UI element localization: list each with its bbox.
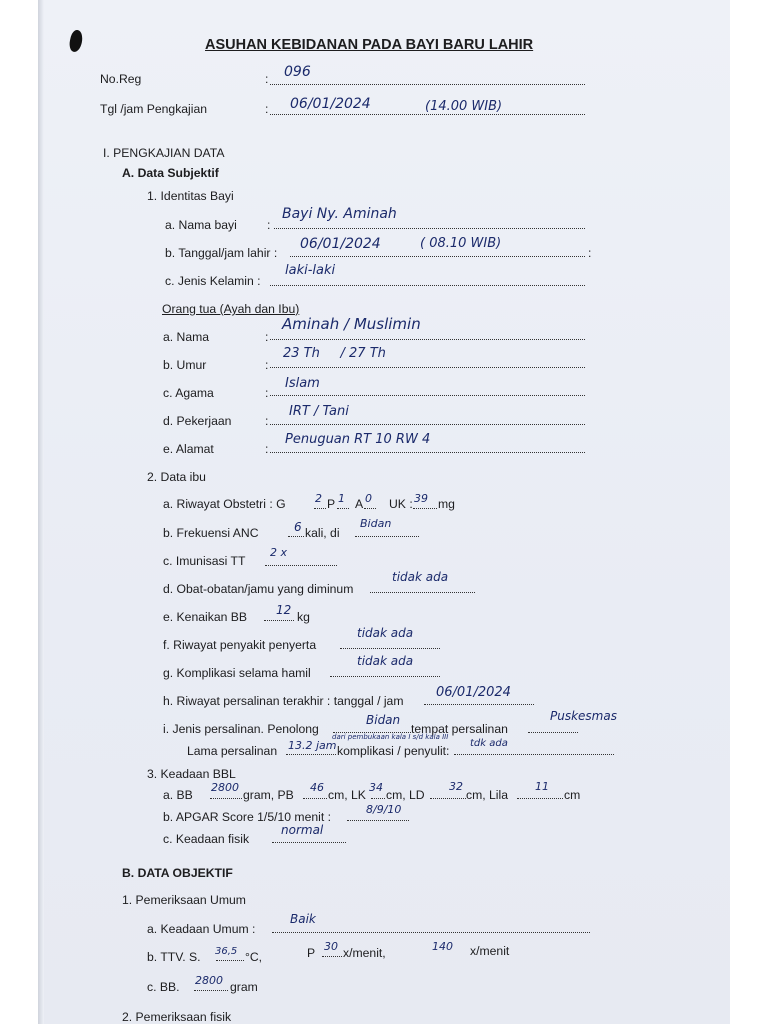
abortus-value: 0 (365, 492, 372, 505)
pemeriksaan-umum-heading: 1. Pemeriksaan Umum (122, 893, 246, 907)
colon: : (265, 386, 269, 400)
dotted-line (270, 367, 585, 368)
komplikasi-label: komplikasi / penyulit: (337, 744, 450, 758)
keadaan-fisik-label: c. Keadaan fisik (163, 832, 250, 846)
riwayat-penyakit-value: tidak ada (357, 626, 414, 640)
keadaan-umum-label: a. Keadaan Umum : (147, 922, 256, 936)
lila-label: cm, Lila (466, 788, 508, 802)
komplikasi-hamil-label: g. Komplikasi selama hamil (163, 666, 311, 680)
dotted-line (371, 798, 385, 799)
tempat-persalinan-value: Puskesmas (550, 709, 617, 723)
keadaan-fisik-value: normal (281, 823, 324, 837)
dotted-line (330, 676, 440, 677)
jenis-kelamin-label: c. Jenis Kelamin : (165, 274, 261, 288)
keadaan-umum-value: Baik (290, 912, 316, 926)
bb-objektif-unit: gram (230, 980, 258, 994)
agama-label: c. Agama (163, 386, 214, 400)
colon: : (265, 358, 269, 372)
dotted-line (272, 842, 346, 843)
dotted-line (517, 798, 563, 799)
jenis-persalinan-label: i. Jenis persalinan. Penolong (163, 722, 319, 736)
noreg-label: No.Reg (100, 72, 142, 86)
apgar-value: 8/9/10 (366, 803, 402, 816)
kenaikan-bb-unit: kg (297, 610, 310, 624)
nama-bayi-label: a. Nama bayi (165, 218, 237, 232)
ttv-nadi-unit: x/menit (470, 944, 510, 958)
colon: : (265, 102, 269, 116)
dotted-line (265, 565, 337, 566)
dotted-line (270, 84, 585, 85)
colon: : (265, 72, 269, 86)
pekerjaan-value: IRT / Tani (289, 404, 349, 419)
nama-bayi-value: Bayi Ny. Aminah (282, 206, 397, 222)
frekuensi-anc-value: 6 (294, 520, 302, 534)
nama-ortu-label: a. Nama (163, 330, 210, 344)
imunisasi-tt-value: 2 x (270, 546, 288, 559)
ttv-suhu-unit: °C, (245, 950, 263, 964)
bb-bbl-value: 2800 (211, 781, 239, 794)
agama-value: Islam (285, 376, 320, 391)
jam-pengkajian-value: (14.00 WIB) (425, 99, 503, 114)
dotted-line (216, 960, 244, 961)
frekuensi-anc-label: b. Frekuensi ANC (163, 526, 259, 540)
gravida-value: 2 (315, 492, 322, 505)
identitas-bayi-heading: 1. Identitas Bayi (147, 189, 234, 203)
komplikasi-hamil-value: tidak ada (357, 654, 414, 668)
kenaikan-bb-label: e. Kenaikan BB (163, 610, 248, 624)
obat-jamu-label: d. Obat-obatan/jamu yang diminum (163, 582, 354, 596)
dotted-line (454, 754, 614, 755)
section-pengkajian-data: I. PENGKAJIAN DATA (103, 146, 225, 160)
document-title: ASUHAN KEBIDANAN PADA BAYI BARU LAHIR (205, 37, 534, 53)
pemeriksaan-fisik-heading: 2. Pemeriksaan fisik (122, 1010, 232, 1024)
ttv-suhu-label: b. TTV. S. (147, 950, 201, 964)
colon: : (265, 414, 269, 428)
dotted-line (314, 508, 326, 509)
page-edge-shadow (38, 0, 44, 1024)
dotted-line (264, 620, 294, 621)
riwayat-penyakit-label: f. Riwayat penyakit penyerta (163, 638, 317, 652)
apgar-label: b. APGAR Score 1/5/10 menit : (163, 810, 331, 824)
tgl-pengkajian-value: 06/01/2024 (290, 96, 371, 112)
tanggal-lahir-label: b. Tanggal/jam lahir : (165, 246, 278, 260)
colon: : (588, 246, 592, 260)
tanggal-lahir-value: 06/01/2024 (300, 236, 381, 252)
para-label: P (327, 497, 336, 511)
kenaikan-bb-value: 12 (276, 603, 292, 617)
dotted-line (303, 798, 327, 799)
colon: : (265, 330, 269, 344)
dotted-line (430, 798, 466, 799)
section-data-subjektif: A. Data Subjektif (122, 166, 219, 180)
lila-value: 11 (535, 780, 549, 793)
riwayat-persalinan-value: 06/01/2024 (436, 685, 511, 700)
dotted-line (424, 704, 534, 705)
lila-unit: cm (564, 788, 581, 802)
bb-objektif-label: c. BB. (147, 980, 180, 994)
keadaan-bbl-heading: 3. Keadaan BBL (147, 767, 236, 781)
lama-persalinan-value: 13.2 jam (288, 739, 337, 752)
dotted-line (322, 956, 342, 957)
nama-ortu-value: Aminah / Muslimin (282, 315, 421, 333)
jenis-kelamin-value: laki-laki (285, 263, 336, 278)
dotted-line (270, 339, 585, 340)
alamat-label: e. Alamat (163, 442, 214, 456)
dotted-line (274, 228, 585, 229)
dotted-line (270, 424, 585, 425)
noreg-value: 096 (284, 64, 311, 80)
dotted-line (337, 508, 349, 509)
ttv-nadi-value: 140 (432, 940, 453, 953)
riwayat-obstetri-label: a. Riwayat Obstetri : G (163, 497, 286, 511)
dotted-line (194, 990, 228, 991)
dotted-line (347, 820, 409, 821)
para-value: 1 (338, 492, 345, 505)
tempat-persalinan-label: tempat persalinan (411, 722, 508, 736)
dotted-line (270, 285, 585, 286)
dotted-line (528, 732, 578, 733)
imunisasi-tt-label: c. Imunisasi TT (163, 554, 246, 568)
dotted-line (370, 592, 475, 593)
umur-value: 23 Th / 27 Th (283, 346, 386, 361)
dotted-line (286, 754, 336, 755)
ttv-pernapasan-label: P (307, 946, 316, 960)
dotted-line (340, 648, 440, 649)
dotted-line (413, 508, 437, 509)
dotted-line (272, 932, 590, 933)
dotted-line (288, 536, 304, 537)
ttv-suhu-value: 36,5 (215, 946, 238, 957)
ld-value: 32 (449, 780, 463, 793)
dotted-line (364, 508, 376, 509)
frekuensi-anc-unit: kali, di (305, 526, 340, 540)
ttv-pernapasan-value: 30 (324, 940, 338, 953)
section-data-objektif: B. DATA OBJEKTIF (122, 866, 233, 880)
uk-value: 39 (414, 492, 428, 505)
orang-tua-heading: Orang tua (Ayah dan Ibu) (162, 302, 300, 316)
dotted-line (270, 452, 585, 453)
riwayat-persalinan-label: h. Riwayat persalinan terakhir : tanggal / jam (163, 694, 404, 708)
ld-label: cm, LD (386, 788, 425, 802)
uk-unit: mg (438, 497, 455, 511)
dotted-line (290, 256, 585, 257)
dotted-line (210, 798, 242, 799)
pekerjaan-label: d. Pekerjaan (163, 414, 232, 428)
lk-label: cm, LK (328, 788, 366, 802)
obat-jamu-value: tidak ada (392, 570, 449, 584)
data-ibu-heading: 2. Data ibu (147, 470, 206, 484)
dotted-line (270, 114, 585, 115)
tempat-anc-value: Bidan (360, 517, 392, 530)
lama-persalinan-label: Lama persalinan (187, 744, 278, 758)
komplikasi-value: tdk ada (470, 738, 508, 749)
umur-label: b. Umur (163, 358, 207, 372)
ttv-pernapasan-unit: x/menit, (343, 946, 386, 960)
alamat-value: Penuguan RT 10 RW 4 (285, 432, 431, 447)
colon: : (267, 218, 271, 232)
jam-lahir-value: ( 08.10 WIB) (420, 236, 502, 251)
lama-persalinan-note: dari pembukaan kala I s/d kala III (332, 733, 449, 741)
bb-bbl-label: a. BB (163, 788, 193, 802)
lk-value: 34 (369, 781, 383, 794)
pb-value: 46 (310, 781, 324, 794)
penolong-value: Bidan (366, 713, 401, 727)
dotted-line (270, 395, 585, 396)
abortus-label: A (355, 497, 364, 511)
pb-label: gram, PB (243, 788, 294, 802)
uk-label: UK : (389, 497, 413, 511)
tgl-pengkajian-label: Tgl /jam Pengkajian (100, 102, 208, 116)
colon: : (265, 442, 269, 456)
dotted-line (355, 536, 419, 537)
bb-objektif-value: 2800 (195, 974, 223, 987)
